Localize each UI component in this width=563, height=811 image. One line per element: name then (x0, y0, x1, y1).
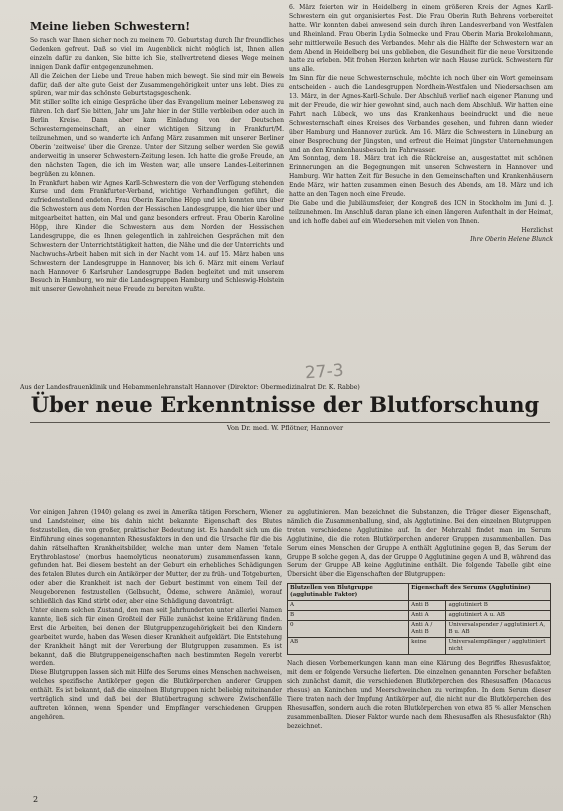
article-right-column (287, 509, 551, 809)
letter-paragraph: Die Gabe und die Jubiläumsfeier, der Kongreß des ICN in Stockholm im Juni d. J. teilzunehmen. Im Anschluß daran plane ich einen längeren Aufenthalt in der Heimat, und ich hoffe dabei auf ein Wiedersehen mit vielen von Ihnen. (289, 199, 553, 225)
table-cell: B (288, 611, 409, 621)
table-cell: Anti B (409, 601, 446, 611)
article-title: Über neue Erkenntnisse der Blutforschung (30, 392, 540, 417)
table-cell: keine (409, 638, 446, 655)
table-header: Blutzellen von Blutgruppe (agglutinable Faktor) (288, 584, 409, 601)
letter-paragraph: All die Zeichen der Liebe und Treue haben mich bewegt. Sie sind mir ein Beweis dafür, daß der alte gute Geist der Zusammengehörigkeit unter uns lebt. Dies zu spüren, war mir das schönste Geburtstagsgeschenk. (30, 72, 284, 98)
letter-signature: Ihre Oberin Helene Blunck (470, 235, 553, 243)
letter-paragraph: Am Sonntag, dem 18. März trat ich die Rückreise an, ausgestattet mit schönen Erinnerungen an die Begegnungen mit unseren Schwestern in Hannover und Hamburg. Wir hatten Zeit für Besuche in den Gemeinschaften und Krankenhäusern Ende März, wir hatten zusammen einen Besuch des Abends, am 18. März und ich hatte an den Tagen noch eine Freude. (289, 155, 553, 199)
letter-closing: Herzlichst (521, 226, 553, 234)
table-row (288, 611, 551, 621)
article-left-column (30, 509, 282, 809)
letter-paragraph: So rasch war Ihnen sicher noch zu meinem 70. Geburtstag durch Ihr freundliches Gedenken gefreut. Daß so viel im Augenblick nicht möglich ist, Ihnen allen einzeln dafür zu danken, Sie bitte ich Sie, stellvertretend dieses Wege meinen innigen Dank dafür entgegenzunehmen. (30, 37, 284, 71)
table-row (288, 601, 551, 611)
letter-left-column (30, 20, 284, 330)
article-paragraph: Diese Blutgruppen lassen sich mit Hilfe des Serums eines Menschen nachweisen, welches spezifische Antikörper gegen die Blutkörperchen anderer Gruppen enthält. Es ist bekannt, daß die einzelnen Blutgruppen nicht beliebig miteinander verträglich sind und daß bei der Blutübertragung schwere Zwischenfälle auftreten können, wenn Spender und Empfänger verschiedenen Gruppen angehören. (30, 669, 282, 721)
title-rule (30, 422, 550, 423)
pencil-mark: 27-3 (304, 360, 345, 384)
article-credit: Aus der Landesfrauenklinik und Hebammenlehranstalt Hannover (Direktor: Obermedizinalrat Dr. K. Rabbe) (20, 384, 360, 391)
letter-paragraph: In Frankfurt haben wir Agnes Karll-Schwestern die von der Verfügung stehenden Kurse und dem Frankfurter-Verband, wichtige Verhandlungen geführt, die zufriedenstellend endeten. Frau Oberin Karoline Höpp und ich konnten uns über die Schwestern aus dem Norden der Hessischen Landesgruppe, die hier über und mitgearbeitet hatten, ein Mal und ganz besonders erfreut. Frau Oberin Karoline Höpp, ihre Kinder die Schwestern aus dem Norden der Hessischen Landesgruppe, die es Ihnen gelegentlich in zahlreichen Gesprächen mit den Schwestern der Unterrichtstätigkeit hatten, die Nähe und die der Unterrichts und Nachwuchs-Arbeit haben mit sich in der Nacht vom 14. auf 15. März haben uns Schwestern der Landesgruppe in Hannover, bis ich 6. März mit einem Verlauf nach Hannover 6 Karlsruher Landesgruppe Baden begleitet und mit unserem Besuch in Hamburg, wo mir die Landesgruppen Hamburg und Schleswig-Holstein mit unserer Gewohnheit neue Freude zu bereiten wußte. (30, 179, 284, 294)
article-paragraph: Nach diesen Vorbemerkungen kann man eine Klärung des Begriffes Rhesusfaktor, mit dem er folgende Versuche lieferten. Die einzelnen genannten Forscher befaßten sich zunächst damit, die verschiedenen Blutkörperchen des Rhesusaffen (Macacus rhesus) an Kaninchen und Meerschweinchen zu verimpfen. In dem Serum dieser Tiere traten nach der Impfung Antikörper auf, die nicht nur die Blutkörperchen des Rhesusaffen, sondern auch die roten Blutkörperchen von etwa 85 % aller Menschen zusammenballten. Dieser Faktor wurde nach dem Rhesusaffen als Rhesusfaktor (Rh) bezeichnet. (287, 660, 551, 730)
article-author: Von Dr. med. W. Pflötner, Hannover (226, 424, 344, 432)
letter-right-column (289, 4, 553, 359)
table-cell: A (288, 601, 409, 611)
table-cell: 0 (288, 621, 409, 638)
table-cell: agglutiniert A u. AB (446, 611, 551, 621)
article-paragraph: Vor einigen Jahren (1940) gelang es zwei in Amerika tätigen Forschern, Wiener und Landsteiner, eine bis dahin nicht bekannte Eigenschaft des Blutes festzustellen, die von großer, praktischer Bedeutung ist. Es handelt sich um die Einführung eines sogenannten Rhesusfaktors in den und die Ursache für die bis dahin rätselhaften Krankheitsbilder, welche man unter dem Namen 'fetale Erythroblastose' (morbus haemolyticus neonatorum) zusammenfassen kann, gefunden hat. Bei diesem besteht an der Geburt ein erhebliches Schädigungen des fetalen Blutes durch ein Antikörper der Mutter, der zu früh- und Totgeburten, oder aber die Krankheit ist nach der Geburt bestimmt von einem Teil der Neugeborenen festzustellen (Gelbsucht, Ödeme, schwere Anämie), worauf schließlich das Kind stirbt oder, aber eine Schädigung davonträgt. (30, 509, 282, 606)
table-cell: Anti A / Anti B (409, 621, 446, 638)
table-row (288, 638, 551, 655)
table-cell: AB (288, 638, 409, 655)
table-row (288, 621, 551, 638)
table-header-row (288, 584, 551, 601)
page-number: 2 (33, 795, 39, 804)
table-cell: agglutiniert B (446, 601, 551, 611)
blood-group-table (287, 583, 551, 655)
table-cell: Universalspender / agglutiniert A, B u. AB (446, 621, 551, 638)
letter-heading: Meine lieben Schwestern! (30, 20, 191, 33)
letter-paragraph: Mit stiller sollte ich einige Gespräche über das Evangelium meiner Lebensweg zu führen. Ich darf Sie bitten, Jahr um Jahr hier in der Stille verbleiben oder auch in Berlin Kreise. Dann aber kam Einladung von der Deutschen Schwesterngemeinschaft, an einer wichtigen Sitzung in Frankfurt/M. teilzunehmen, und so wanderte ich Anfang März zusammen mit unserer Berliner Oberin 'zeitweise' über die Grenze. Unter der Sitzung selber werden Sie gewiß anderweitig in unserer Schwestern-Zeitung lesen. Ich hatte die große Freude, an den nächsten Tagen, die ich im Westen war, alle unsere Landes-Leiterinnen begrüßen zu können. (30, 99, 284, 178)
table-cell: Anti A (409, 611, 446, 621)
table-header: Eigenschaft des Serums (Agglutinine) (409, 584, 551, 601)
article-paragraph: Unter einem solchen Zustand, den man seit Jahrhunderten unter allerlei Namen kannte, ließ sich für einen Großteil der Fälle zunächst keine Erklärung finden. Erst die Arbeiten, bei denen der Blutgruppenzugehörigkeit bei den Kindern gearbeitet wurde, haben das Wesen dieser Krankheit aufgeklärt. Die Entstehung der Krankheit hängt mit der Vererbung der Blutgruppen zusammen. Es ist bekannt, daß die Blutgruppeneigenschaften nach bestimmten Regeln vererbt werden. (30, 606, 282, 668)
letter-paragraph: Im Sinn für die neue Schwesternschule, möchte ich noch über ein Wort gemeinsam entscheiden - auch die Landesgruppen Nordhein-Westfalen und Niedersachsen am 13. März, in der Agnes-Karll-Schule. Der Abschluß verlief nach eigener Planung und mit der Freude, die wir hier gewohnt sind, auch nach dem Abschluß. Wir hatten eine Fahrt nach Lübeck, wo uns das Krankenhaus beeindruckt und die neue Schwesternschaft eines Kreises des Verbandes gesehen, und fuhren dann wieder über Hamburg und Hannover zurück. Am 16. März die Schwestern in Lüneburg an einer Besprechung der Jüngsten, und erfreut die Heimat jüngster Unternehmungen und an den Krankenhausbesuch im Fahrwasser. (289, 75, 553, 154)
article-paragraph: zu agglutinieren. Man bezeichnet die Substanzen, die Träger dieser Eigenschaft, nämlich die Zusammenballung, sind, als Agglutinine. Bei den einzelnen Blutgruppen treten verschiedene Agglutinine auf. In der Mehrzahl findet man im Serum Agglutinine, die die roten Blutkörperchen anderer Gruppen zusammenballen. Das Serum eines Menschen der Gruppe A enthält Agglutinine gegen B, das Serum der Gruppe B solche gegen A, das der Gruppe 0 Agglutinine gegen A und B, während das Serum der Gruppe AB keine Agglutinine enthält. Die folgende Tabelle gibt eine Übersicht über die Eigenschaften der Blutgruppen: (287, 509, 551, 579)
table-cell: Universalempfänger / agglutiniert nicht (446, 638, 551, 655)
letter-paragraph: 6. März feierten wir in Heidelberg in einem größeren Kreis der Agnes Karll-Schwestern ein gut organisiertes Fest. Die Frau Oberin Ruth Behrens vorbereitet hatte. Wir konnten dabei anwesend sein durch ihren Landesverband von Westfalen und Rheinland. Frau Oberin Lydia Solmecke und Frau Oberin Maria Brokelohmann, sehr mittlerweile Besuch des Verbandes. Mehr als die Hälfte der Schwestern war an dem Abend in Heidelberg bei uns geblieben, die Gesundheit für die neue Vorsitzende hatte zu erleben. Mit frohen Herzen kehrten wir nach Hause zurück. Schwestern für uns alle. (289, 4, 553, 74)
